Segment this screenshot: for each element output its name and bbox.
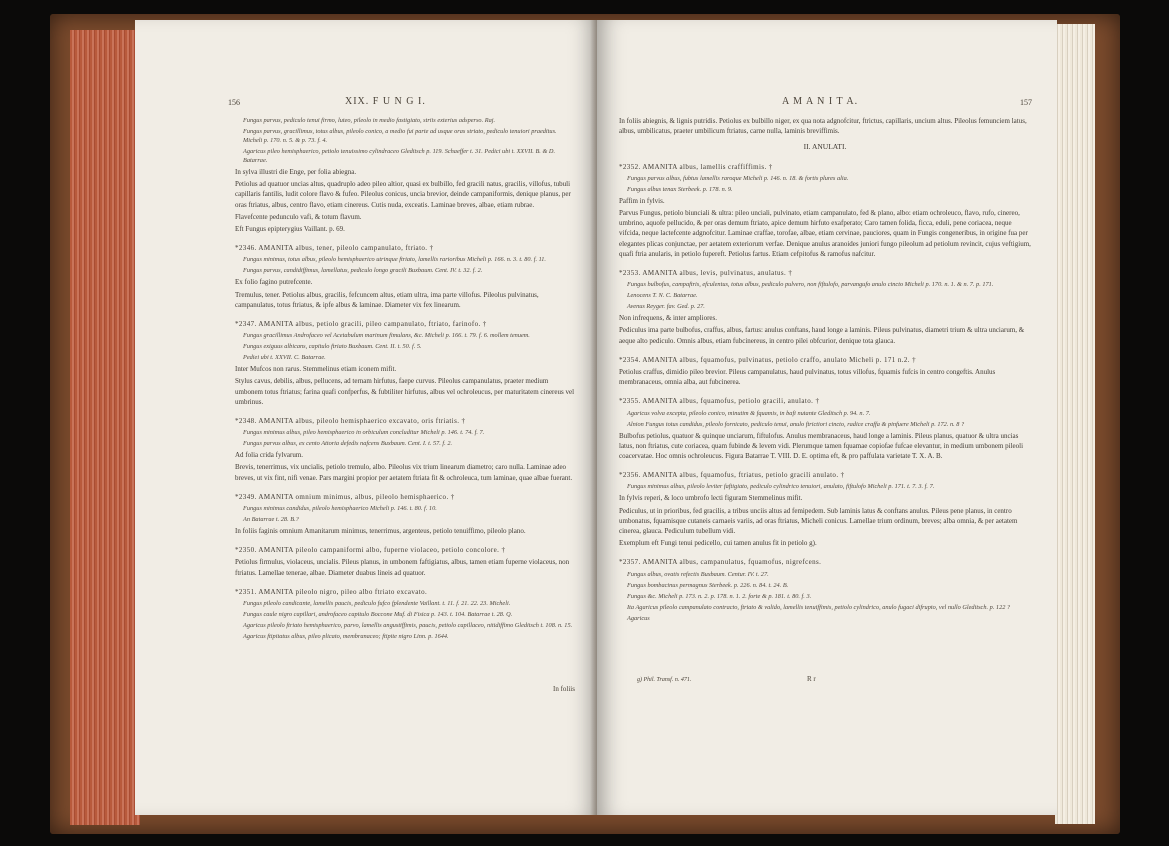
synonym-line: Agaricus pileo hemisphaerico, petiolo tenuissimo cylindraceo Gleditsch p. 119. Schaeffer t. 31. Pedici ubi t. XXVII. B. & D. Batarrae. bbox=[243, 148, 556, 164]
body-paragraph: Brevis, tenerrimus, vix uncialis, petiolo tremulo, albo. Pileolus vix trium linearum diametro; caro nulla. Laminae adeo breves, ut vix fint, nifi venae. Pars margini propior per aetatem ftriata fit & ochroleuca, tum laminae, quae albae fuerant. bbox=[235, 463, 573, 482]
page-edges-right bbox=[1055, 24, 1095, 824]
body-paragraph: Bulbofus petiolus, quatuor & quinque unciarum, fiftulofus. Anulus membranaceus, haud longe a laminis. Pileus planus, quatuor & ultra uncias latus, non ftriatus, cute coriacea, quam fubinde & levem vidi. Plerumque tamen fquamae copiofae fufcae elevantur, in medium umbonem pileoli coacervatae. Hoc omnis ochroleucus. Figura Batarrae T. VIII. D. E. optima eft, & pro paffulata varietate T. X. A. B. bbox=[619, 431, 1024, 461]
body-paragraph: Stylus cavus, debilis, albus, pellucens, ad ternam hirfutus, faepe curvus. Pileolus campanulatus, praeter medium umbonem totus ftriatus; farina quafi confperfus, & fubtiliter hirfutus, albus vel ochroleucus, per maturitatem cinereus vel umbrinus. bbox=[235, 377, 575, 406]
body-paragraph: Flavefcente pedunculo vafi, & totum flavum. bbox=[235, 212, 362, 221]
body-paragraph: Non infrequens, & inter ampliores. bbox=[619, 314, 717, 323]
synonym-line: Fungus bulbofus, campaftris, efculentus, totus albus, pediculo pulvero, non fiftulofo, parvangufo anulo cincto Micheli p. 170. n. 1. & n. 7. p. 171. bbox=[627, 281, 994, 289]
running-head-right: A M A N I T A. bbox=[782, 96, 859, 107]
body-paragraph: In foliis abiegnis, & lignis putridis. Petiolus ex bulbillo niger, ex qua nota adgnofcitur, ftrictus, capillaris, uncium altus. Pileolus femunciem latus, albus, umbilicatus, praeter umbilicum ftriatus, carne nulla, laminis breviffimis. bbox=[619, 117, 1027, 136]
synonym-line: Fungus minimus albus, pileo hemisphaerico in orbiculum concluditur Micheli p. 146. t. 74. f. 7. bbox=[243, 429, 485, 437]
body-paragraph: Ex folio fagino putrefcente. bbox=[235, 278, 313, 287]
synonym-line: Ita Agaricus pileolo campanulato contracto, ftriato & valido, lamellis tenuiffimis, petiolo cylindrico, anulo fugaci difrupto, vel nullo Gleditsch. p. 122 ? bbox=[627, 603, 1011, 611]
synonym-line: Fungus minimus candidus, pileolo hemisphaerico Micheli p. 146. t. 80. f. 10. bbox=[243, 505, 437, 513]
species-entry: *2357. AMANITA albus, campanulatus, fquamofus, nigrefcens. bbox=[619, 558, 822, 567]
footnote: g) Phil. Transf. n. 471. bbox=[637, 677, 692, 683]
synonym-line: Alnion Fungus totus candidus, pileolo fornicato, pediculo tenui, anulo ftrictiori cincto, radice craffa & pinfuere Micheli p. 172. n. 8 ? bbox=[627, 420, 965, 428]
synonym-line: Fungus parvus albus, fubtus lamellis raroque Micheli p. 146. n. 18. & fortis plures alia. bbox=[627, 174, 849, 182]
catchword: In foliis bbox=[553, 685, 575, 693]
species-entry: *2350. AMANITA pileolo campaniformi albo, fuperne violaceo, petiolo concolore. † bbox=[235, 546, 506, 555]
species-entry: *2349. AMANITA omnium minimus, albus, pileolo hemisphaerico. † bbox=[235, 492, 455, 501]
species-entry: *2352. AMANITA albus, lamellis craffiffimis. † bbox=[619, 162, 773, 171]
body-paragraph: Ad folia crida fylvarum. bbox=[235, 451, 304, 460]
synonym-line: Agaricus ftipitatus albus, pileo plicato, membranaceo; ftipite nigro Linn. p. 1644. bbox=[243, 633, 449, 641]
species-entry: *2355. AMANITA albus, fquamofus, petiolo gracili, anulato. † bbox=[619, 397, 820, 406]
species-entry: *2356. AMANITA albus, fquamofus, ftriatus, petiolo gracili anulato. † bbox=[619, 471, 845, 480]
synonym-line: Fungus exiguus albicans, capitulo ftriato Buxbaum. Cent. II. t. 50. f. 5. bbox=[243, 343, 422, 351]
body-paragraph: Pediculus, ut in prioribus, fed gracilis, a tribus unciis altus ad femipedem. Sub laminis latus & conftans anulus. Pileus pene planus, in centro umbonatus, fquamisque cutaneis carnaeis variis, ad oras ftriatus, Micheli conicus. Lamellae trium ordinum, breves; alba omnia, & per aetatem cinerea, glauca. Pediculum tubellum vidi. bbox=[619, 506, 1018, 536]
body-paragraph: Tremulus, tener. Petiolus albus, gracilis, fefcuncem altus, etiam ultra, ima parte villofus. Pileolus pulvinatus, campanulatus, totus ftriatus, & ipfe albus & laminae. Diameter vix fex linearum. bbox=[235, 290, 539, 309]
page-edges-left bbox=[70, 30, 140, 825]
synonym-line: Fungus bombacinus permagnus Sterbeek. p. 226. n. 84. t. 24. B. bbox=[627, 581, 789, 589]
body-paragraph: Petiolus ad quatuor uncias altus, quadruplo adeo pileo altior, quasi ex bulbillo, fed gracili natus, gracilis, villofus, tubuli capillaris fantilis, ludit colore flavo & fufeo. Pileolus conicus, uncia brevior, deinde campaniformis, denique planus, per oras ftriatus, albus, centro flavo, etiam cinereus. Cutis nuda, exceatis. Laminae breves, albae, etiam rubrae. bbox=[235, 180, 571, 209]
synonym-line: Fungus parvus, pediculo tenui firmo, luteo, pileolo in medio fastigiato, striis exterius adsperso. Raj. bbox=[243, 117, 496, 124]
right-page-text bbox=[619, 116, 1031, 625]
synonym-line: Fungus albus, ovatis refectis Buxbaum. Centur. IV. t. 27. bbox=[627, 570, 769, 578]
body-paragraph: Paffim in fylvis. bbox=[619, 196, 665, 205]
body-paragraph: Eft Fungus epipterygius Vaillant. p. 69. bbox=[235, 225, 345, 234]
page-number-right: 157 bbox=[1020, 98, 1032, 107]
page-number-left: 156 bbox=[228, 98, 240, 107]
body-paragraph: In foliis faginis omnium Amanitarum minimus, tenerrimus, argenteus, petiolo tenuiffimo, pileolo plano. bbox=[235, 527, 526, 536]
species-entry: *2354. AMANITA albus, fquamofus, pulvinatus, petiolo craffo, anulato Micheli p. 171 n.2. † bbox=[619, 355, 916, 364]
synonym-line: Fungus albus tenax Sterbeek. p. 178. n. 9. bbox=[627, 185, 733, 193]
synonym-line: Fungus &c. Micheli p. 173. n. 2. p. 178. n. 1. 2. forte & p. 181. t. 80. f. 3. bbox=[627, 592, 812, 600]
body-paragraph: Petiolus craffus, dimidio pileo brevior. Pileus campanulatus, haud pulvinatus, totus villofus, fquamis fufcis in centro congeftis. Anulus membranaceus, omnia alba, aut fubcinerea. bbox=[619, 368, 996, 387]
body-paragraph: In fylvis reperi, & loco umbrofo lecti figuram Stemmelinus mifit. bbox=[619, 494, 803, 503]
synonym-line: Agaricus pileolo ftriato hemisphaerico, parvo, lamellis angustiffimis, paucis, petiolo capillaceo, nitidiffimo Gleditsch t. 108. n. 15. bbox=[243, 622, 573, 630]
body-paragraph: In sylva illustri die Enge, per folia abiegna. bbox=[235, 168, 357, 176]
body-paragraph: Pediculus ima parte bulbofus, craffus, albus, fartus: anulus conftans, haud longe a laminis. Pileus pulvinatus, diametri trium & ultra unciarum, & aeque alto pediculo. Omnis albus, etiam fubcinereus, in centro pilei obfcurior, denique tota glauca. bbox=[619, 326, 1025, 345]
left-page-text bbox=[235, 116, 577, 643]
synonym-line: Fungus parvus albus, ex cento Attoria defedis nafcens Buxbaum. Cent. I. t. 57. f. 2. bbox=[243, 440, 453, 448]
body-paragraph: Exemplum eft Fungi tenui pedicello, cui tamen anulus fit in petiolo g). bbox=[619, 539, 817, 548]
signature-mark: R r bbox=[807, 675, 816, 683]
species-entry: *2353. AMANITA albus, levis, pulvinatus, anulatus. † bbox=[619, 269, 793, 278]
synonym-line: Fungus pileolo candicante, lamellis paucis, pediculo fufco fplendente Vaillant. t. 11. f. 21. 22. 23. Micheli. bbox=[243, 600, 511, 608]
section-header: II. ANULATI. bbox=[803, 142, 847, 152]
species-entry: *2348. AMANITA albus, pileolo hemisphaerico excavato, oris ftriatis. † bbox=[235, 417, 466, 426]
species-entry: *2351. AMANITA pileolo nigro, pileo albo ftriato excavato. bbox=[235, 587, 428, 596]
body-paragraph: Inter Mufcos non rarus. Stemmelinus etiam iconem mifit. bbox=[235, 365, 397, 374]
synonym-line: Agaricus volva excepta, pileolo conico, minutim & fquamis, in bafi nutante Gleditsch p. 94. n. 7. bbox=[627, 409, 871, 417]
synonym-line: Fungus parvus, candidiffimus, lamellatus, pediculo longo gracili Buxbaum. Cent. IV. t. 32. f. 2. bbox=[243, 267, 483, 275]
synonym-line: Fungus minimus albus, pileolo leviter faftigiato, pediculo cylindrico tenuiori, anulato, fiftulofo Micheli p. 171. t. 7. 3. f. 7. bbox=[627, 483, 935, 491]
synonym-line: Lenocens T. N. C. Batarrae. bbox=[627, 292, 698, 300]
synonym-line: Fungus minimus, totus albus, pileolo hemisphaerico utrinque ftriato, lamellis rarioribus Micheli p. 166. n. 3. t. 80. f. 11. bbox=[243, 256, 547, 264]
synonym-line: An Batarrae t. 28. B.? bbox=[243, 516, 299, 524]
synonym-line: Fungus parvus, gracillimus, totus albus, pileolo conico, a medio fui parte ad usque oras striato, pediculo tenuiori praeditus. Micheli p. 170. n. 5. & p. 73. f. 4. bbox=[243, 128, 557, 144]
synonym-line: Fungus caule nigro capillari, androfaceo capitulo Boccone Muf. di Fisica p. 143. t. 104. Batarrae t. 28. Q. bbox=[243, 611, 513, 619]
synonym-line: Avenus Reyger. fav. Ged. p. 27. bbox=[627, 303, 705, 311]
body-paragraph: Petiolus firmulus, violaceus, uncialis. Pileus planus, in umbonem faftigiatus, albus, tamen etiam fuperne violaceus, non ftriatus. Lamellae tenerae, albae. Diameter duabus lineis ad quatuor. bbox=[235, 558, 570, 577]
left-page bbox=[135, 20, 597, 815]
right-page bbox=[597, 20, 1057, 815]
synonym-line: Pediei ubi t. XXVII. C. Batarrae. bbox=[243, 354, 326, 362]
species-entry: *2346. AMANITA albus, tener, pileolo campanulato, ftriato. † bbox=[235, 244, 434, 253]
body-paragraph: Parvus Fungus, petiolo biunciali & ultra: pileo unciali, pulvinato, etiam campanulato, fed & plano, albo: etiam ochroleuco, flavo, rufo, cinereo, umbrino, aquofe pellucido, & per oras demum ftriato, apice demum hirfuto exafperato; Caro tamen folida, ficca, eduli, pene coriacea, neque vifcida, neque lactefcente adgnofcitur. Laminae craffae, torofae, albae, etiam cervinae, pauciores, quam in Fungis congeneribus, in origine fua per elegantes plicas conjunctae, per aetatem exteriorum verfae. Denique anulus aranoides juniori fungo pileolum ad petiolum revincit, cujus veftigium, quafi ftria anularis, in petiolo fupereft. Petiolus fartus. Etiam cefpitofus & ramofus nafcitur. bbox=[619, 209, 1031, 258]
running-head-left: XIX. F U N G I. bbox=[345, 96, 426, 107]
species-entry: *2347. AMANITA albus, petiolo gracili, pileo campanulato, ftriato, farinofo. † bbox=[235, 320, 487, 329]
synonym-line: Fungus gracillimus Androfaceo vel Acetabulum marinum fimulans, &c. Micheli p. 166. t. 79. f. 6. mollem tenuem. bbox=[243, 332, 530, 340]
synonym-line: Agaricus bbox=[627, 614, 650, 622]
